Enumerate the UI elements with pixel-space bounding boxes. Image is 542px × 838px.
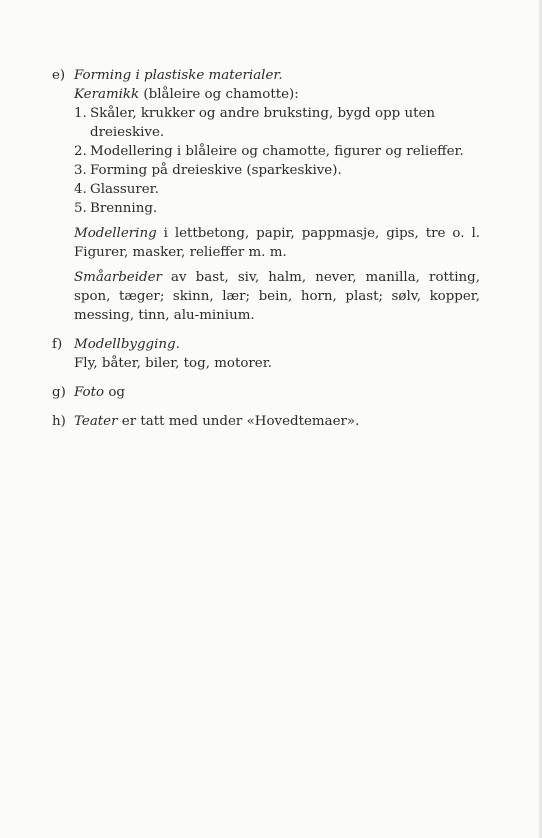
list-item-number: 2. — [74, 144, 87, 159]
list-item — [74, 180, 480, 199]
section-g-title: Foto — [74, 385, 105, 400]
smaarbeider-rest: av bast, siv, halm, never, manilla, rotting, spon, tæger; skinn, lær; bein, horn, plast; sølv, kopper, messing, tinn, alu-minium. — [74, 270, 480, 323]
list-item — [74, 104, 480, 142]
section-e-title: Forming i plastiske materialer. — [74, 68, 283, 83]
list-item — [74, 161, 480, 180]
page-content — [52, 66, 480, 431]
section-e — [52, 66, 480, 325]
keramikk-list — [74, 104, 480, 218]
section-e-marker: e) — [52, 68, 66, 83]
section-f-text: Fly, båter, biler, tog, motorer. — [74, 356, 272, 371]
list-item-text: Brenning. — [90, 201, 158, 216]
list-item-number: 3. — [74, 163, 87, 178]
list-item-number: 5. — [74, 201, 87, 216]
list-item-text: Glassurer. — [90, 182, 159, 197]
keramikk-rest: (blåleire og chamotte): — [139, 87, 299, 102]
smaarbeider-label: Småarbeider — [74, 270, 162, 285]
list-item-text: Modellering i blåleire og chamotte, figurer og relieffer. — [90, 144, 464, 159]
section-h-title: Teater — [74, 414, 118, 429]
list-item — [74, 142, 480, 161]
list-item-number: 1. — [74, 106, 87, 121]
section-f — [52, 335, 480, 373]
section-h-line — [74, 412, 480, 431]
section-g — [52, 383, 480, 402]
section-h-marker: h) — [52, 414, 66, 429]
section-f-title: Modellbygging. — [74, 337, 180, 352]
section-g-marker: g) — [52, 385, 66, 400]
keramikk-label: Keramikk — [74, 87, 140, 102]
list-item-text: Skåler, krukker og andre bruksting, bygd opp uten dreieskive. — [90, 106, 436, 140]
keramikk-heading — [74, 85, 480, 104]
section-f-marker: f) — [52, 337, 63, 352]
list-item-text: Forming på dreieskive (sparkeskive). — [90, 163, 342, 178]
smaarbeider-paragraph — [74, 268, 480, 325]
modellering-label: Modellering — [74, 226, 157, 241]
list-item-number: 4. — [74, 182, 87, 197]
modellering-rest: i lettbetong, papir, pappmasje, gips, tre o. l. Figurer, masker, relieffer m. m. — [74, 226, 480, 260]
section-h — [52, 412, 480, 431]
section-g-line — [74, 383, 480, 402]
section-g-rest: og — [104, 385, 125, 400]
section-h-rest: er tatt med under «Hovedtemaer». — [117, 414, 360, 429]
modellering-paragraph — [74, 224, 480, 262]
list-item — [74, 199, 480, 218]
